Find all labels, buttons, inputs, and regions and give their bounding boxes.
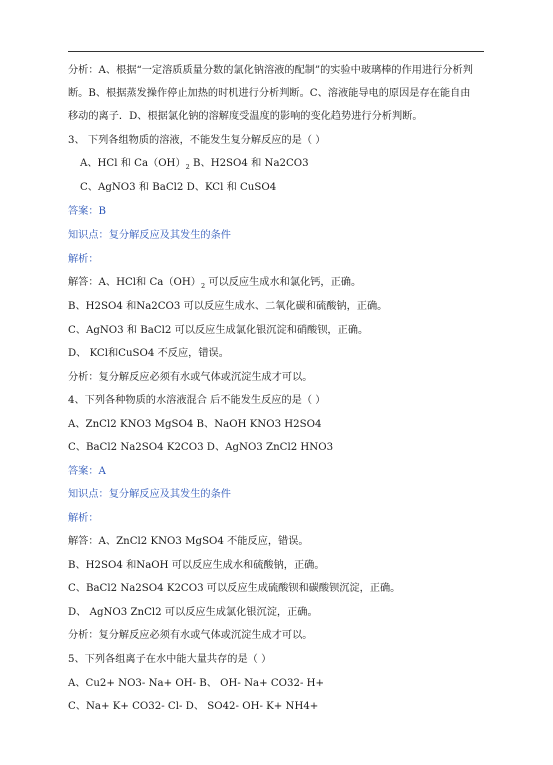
analysis-line-1: 分析：A、根据“一定溶质质量分数的氯化钠溶液的配制”的实验中玻璃棒的作用进行分析判: [68, 65, 473, 76]
knowledge-point: 知识点：复分解反应及其发生的条件: [68, 489, 231, 500]
solution-a-text: 解答：A、HCl和 Ca（OH）: [68, 277, 201, 288]
q3-option-a: A、HCl 和 Ca（OH）: [80, 158, 186, 169]
q5-options-cd: C、Na+ K+ CO32- Cl- D、 SO42- OH- K+ NH4+: [68, 701, 319, 712]
question-5: 5、下列各组离子在水中能大量共存的是（ ）: [68, 654, 272, 665]
solution-line-b: B、H2SO4 和Na2CO3 可以反应生成水、二氧化碳和硫酸钠，正确。: [68, 301, 388, 312]
solution-a-result: 可以反应生成水和氯化钙，正确。: [205, 277, 362, 288]
subscript: 2: [200, 282, 206, 291]
analysis-line-2: 断。B、根据蒸发操作停止加热的时机进行分析判断。C、溶液能导电的原因是存在能自由: [68, 88, 471, 99]
solution-line-c: C、BaCl2 Na2SO4 K2CO3 可以反应生成硫酸钡和碳酸钡沉淀，正确。: [68, 583, 401, 594]
header-rule: [68, 51, 484, 52]
q4-options-ab: A、ZnCl2 KNO3 MgSO4 B、NaOH KNO3 H2SO4: [68, 419, 322, 430]
q5-options-ab: A、Cu2+ NO3- Na+ OH- B、 OH- Na+ CO32- H+: [68, 678, 325, 689]
analysis-summary: 分析：复分解反应必须有水或气体或沉淀生成才可以。: [68, 630, 313, 641]
explanation-label: 解析：: [68, 513, 99, 524]
solution-line-d: D、 KCl和CuSO4 不反应，错误。: [68, 348, 229, 359]
q4-options-cd: C、BaCl2 Na2SO4 K2CO3 D、AgNO3 ZnCl2 HNO3: [68, 442, 334, 453]
solution-line-c: C、AgNO3 和 BaCl2 可以反应生成氯化银沉淀和硝酸钡，正确。: [68, 325, 369, 336]
solution-line-d: D、 AgNO3 ZnCl2 可以反应生成氯化银沉淀，正确。: [68, 607, 318, 618]
analysis-summary: 分析：复分解反应必须有水或气体或沉淀生成才可以。: [68, 372, 313, 383]
analysis-line-3: 移动的离子．D、根据氯化钠的溶解度受温度的影响的变化趋势进行分析判断。: [68, 111, 423, 122]
solution-line-b: B、H2SO4 和NaOH 可以反应生成水和硫酸钠，正确。: [68, 560, 325, 571]
subscript: 2: [185, 163, 190, 172]
q3-options-ab: [80, 157, 309, 171]
explanation-label: 解析：: [68, 254, 99, 265]
q3-options-cd: C、AgNO3 和 BaCl2 D、KCl 和 CuSO4: [80, 182, 277, 193]
q3-option-b: B、H2SO4 和 Na2CO3: [189, 158, 309, 169]
solution-line-a: 解答：A、ZnCl2 KNO3 MgSO4 不能反应，错误。: [68, 536, 309, 547]
question-4: 4、下列各种物质的水溶液混合 后不能发生反应的是（ ）: [68, 395, 326, 406]
solution-line-a: [68, 276, 361, 290]
answer-label: 答案：B: [68, 206, 107, 217]
answer-label: 答案：A: [68, 466, 106, 477]
question-3: 3、 下列各组物质的溶液，不能发生复分解反应的是（ ）: [68, 135, 326, 146]
knowledge-point: 知识点：复分解反应及其发生的条件: [68, 230, 231, 241]
